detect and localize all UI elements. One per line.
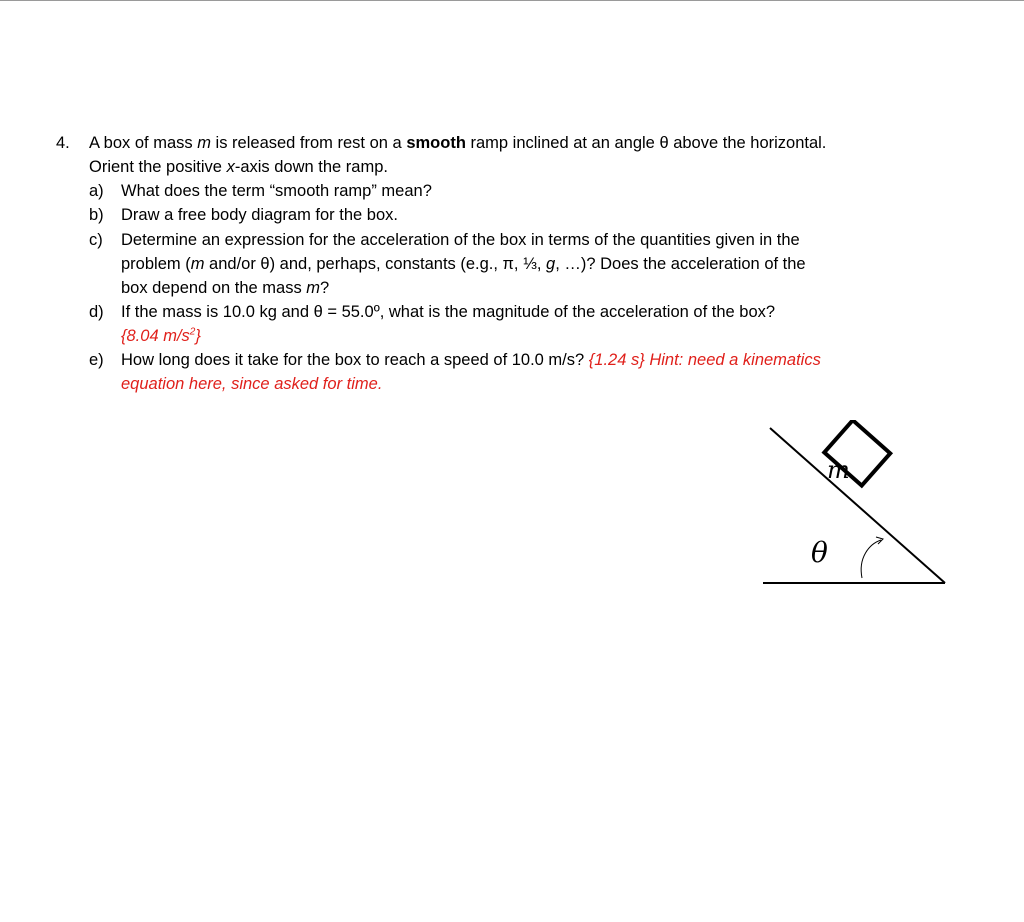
part-b-label: b) (89, 206, 104, 224)
part-a-label: a) (89, 182, 104, 200)
part-d-answer: {8.04 $m/s^2$} (121, 326, 201, 345)
question-number: 4. (56, 134, 70, 152)
incline-diagram (755, 420, 955, 595)
part-d-text: If the mass is 10.0 kg and θ = 55.0º, what is the magnitude of the acceleration of the box? (121, 303, 776, 321)
angle-label: θ (811, 536, 828, 569)
part-e-answer-line-2: equation here, since asked for time. (121, 375, 383, 393)
part-c-line-3: box depend on the mass m? (121, 279, 330, 297)
top-border-line (0, 0, 1024, 1)
part-a-text: What does the term “smooth ramp” mean? (121, 182, 432, 200)
part-d-label: d) (89, 303, 104, 321)
angle-arc (861, 540, 881, 578)
question-stem-line-1: A box of mass m is released from rest on a smooth ramp inclined at an angle θ above the horizontal. (89, 134, 827, 152)
part-c-line-2: problem (m and/or θ) and, perhaps, constants (e.g., π, ⅓, g, …)? Does the acceleration of the (121, 255, 806, 273)
mass-label: m (827, 456, 850, 484)
part-b-text: Draw a free body diagram for the box. (121, 206, 398, 224)
question-stem-line-2: Orient the positive x-axis down the ramp. (89, 158, 388, 176)
part-c-label: c) (89, 231, 103, 249)
part-e-text: How long does it take for the box to reach a speed of 10.0 m/s? {1.24 s} Hint: need a kinematics (121, 351, 821, 369)
part-c-line-1: Determine an expression for the acceleration of the box in terms of the quantities given in the (121, 231, 800, 249)
part-e-label: e) (89, 351, 104, 369)
part-e-answer: {1.24 s} Hint: need a kinematics (588, 351, 821, 369)
